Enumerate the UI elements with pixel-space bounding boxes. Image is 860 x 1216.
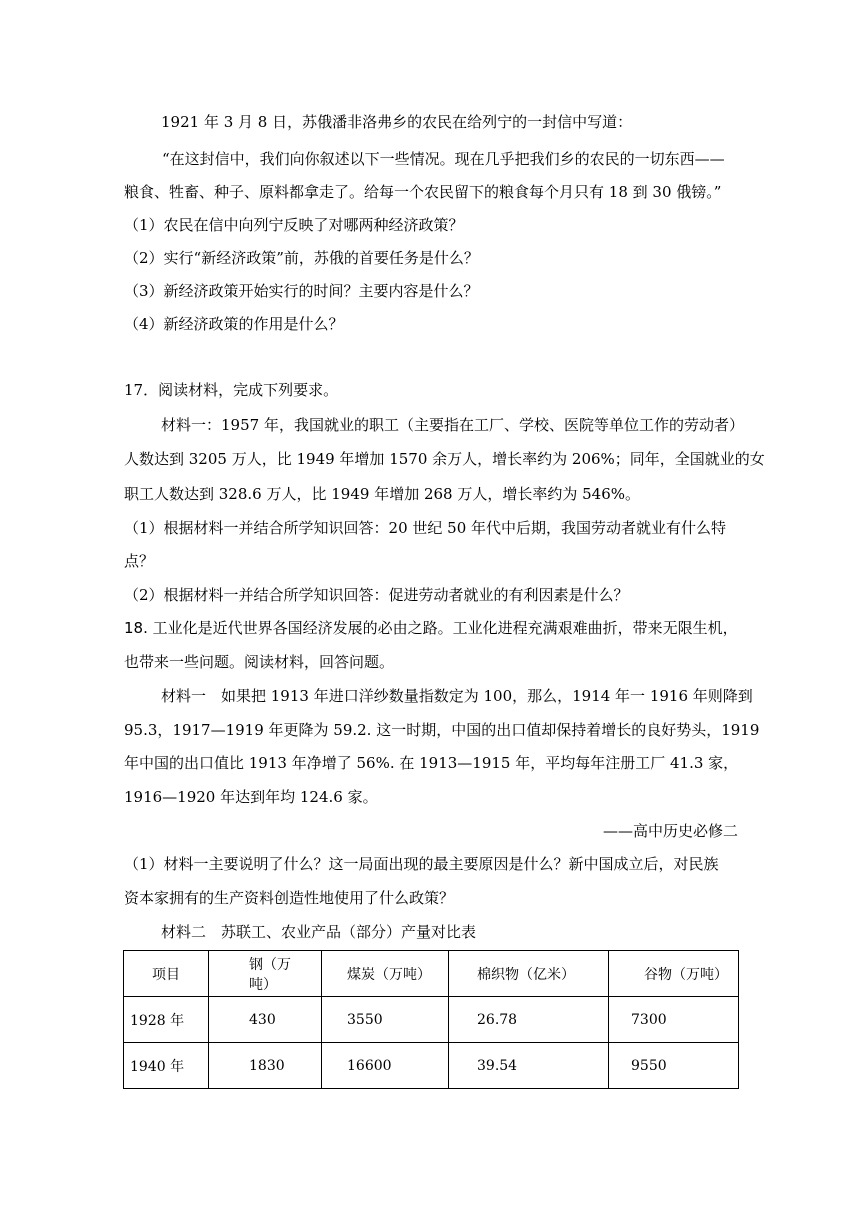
table-cell: 1830	[209, 1043, 322, 1089]
table-header-cell: 棉织物（亿米）	[449, 951, 609, 997]
q18-title-line: 18. 工业化是近代世界各国经济发展的必由之路。工业化进程充满艰难曲折，带来无限生机，	[124, 619, 738, 637]
table-cell: 39.54	[449, 1043, 609, 1089]
q18-subquestion-1-line: 资本家拥有的生产资料创造性地使用了什么政策？	[124, 889, 455, 907]
q16-quote-line: “在这封信中，我们向你叙述以下一些情况。现在几乎把我们乡的农民的一切东西——	[162, 150, 725, 168]
q18-material-1-line: 95.3，1917—1919 年更降为 59.2. 这一时期，中国的出口值却保持着增长的良好势头，1919	[124, 721, 760, 739]
q17-subquestion-1-line: 点？	[124, 552, 155, 570]
q16-subquestion-1: （1）农民在信中向列宁反映了对哪两种经济政策？	[124, 216, 464, 234]
q18-material-2-caption: 材料二 苏联工、农业产品（部分）产量对比表	[161, 923, 477, 941]
table-row	[124, 997, 739, 1043]
table-cell: 3550	[322, 997, 449, 1043]
q17-material-1-line: 职工人数达到 328.6 万人，比 1949 年增加 268 万人，增长率约为 546%。	[124, 485, 641, 503]
table-header-row	[124, 951, 739, 997]
q18-source: ——高中历史必修二	[602, 822, 738, 840]
q18-material-1-line: 材料一 如果把 1913 年进口洋纱数量指数定为 100，那么，1914 年一 1916 年则降到	[161, 687, 753, 705]
table-cell: 16600	[322, 1043, 449, 1089]
q16-subquestion-3: （3）新经济政策开始实行的时间？主要内容是什么？	[124, 282, 479, 300]
q17-material-1-line: 材料一：1957 年，我国就业的职工（主要指在工厂、学校、医院等单位工作的劳动者）	[161, 416, 744, 434]
q16-intro: 1921 年 3 月 8 日，苏俄潘非洛弗乡的农民在给列宁的一封信中写道：	[161, 113, 633, 131]
table-cell: 430	[209, 997, 322, 1043]
table-cell: 1928 年	[124, 997, 209, 1043]
table-header-cell: 煤炭（万吨）	[322, 951, 449, 997]
table-header-cell: 项目	[124, 951, 209, 997]
q18-title-line: 也带来一些问题。阅读材料，回答问题。	[124, 653, 395, 671]
table-cell: 7300	[609, 997, 739, 1043]
table-header-cell: 钢（万吨）	[209, 951, 322, 997]
q17-title: 17．阅读材料，完成下列要求。	[124, 381, 339, 399]
q18-material-1-line: 年中国的出口值比 1913 年净增了 56%. 在 1913—1915 年，平均每年注册工厂 41.3 家，	[124, 754, 739, 772]
table-header-cell: 谷物（万吨）	[609, 951, 739, 997]
table-cell: 9550	[609, 1043, 739, 1089]
q18-subquestion-1-line: （1）材料一主要说明了什么？这一局面出现的最主要原因是什么？新中国成立后，对民族	[124, 855, 719, 873]
table-cell: 26.78	[449, 997, 609, 1043]
table-cell: 1940 年	[124, 1043, 209, 1089]
table-row	[124, 1043, 739, 1089]
q17-subquestion-2: （2）根据材料一并结合所学知识回答：促进劳动者就业的有利因素是什么？	[124, 586, 629, 604]
q16-quote-line: 粮食、牲畜、种子、原料都拿走了。给每一个农民留下的粮食每个月只有 18 到 30 俄镑。”	[124, 183, 722, 201]
q16-subquestion-4: （4）新经济政策的作用是什么？	[124, 315, 344, 333]
production-comparison-table	[123, 950, 739, 1089]
q16-subquestion-2: （2）实行“新经济政策”前，苏俄的首要任务是什么？	[124, 249, 479, 267]
q17-material-1-line: 人数达到 3205 万人，比 1949 年增加 1570 余万人，增长率约为 206%；同年，全国就业的女	[124, 450, 765, 468]
q18-material-1-line: 1916—1920 年达到年均 124.6 家。	[124, 788, 378, 806]
q17-subquestion-1-line: （1）根据材料一并结合所学知识回答：20 世纪 50 年代中后期，我国劳动者就业有什么特	[124, 519, 727, 537]
